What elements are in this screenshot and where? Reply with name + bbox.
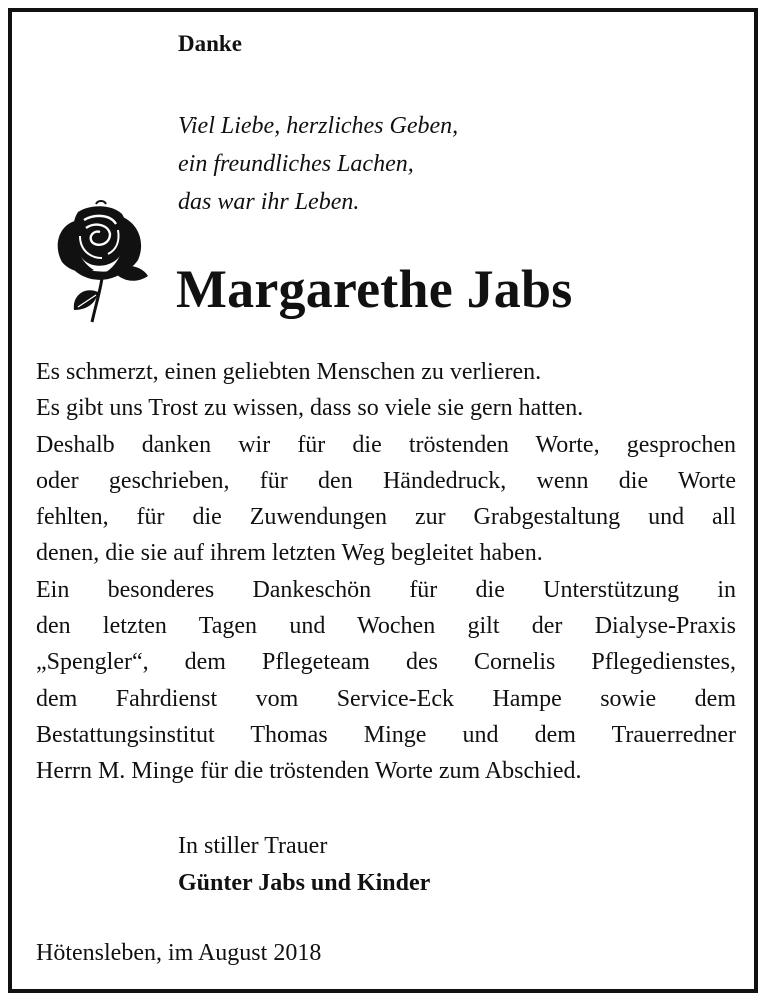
body-line: fehlten, für die Zuwendungen zur Grabgestaltung und all: [36, 504, 736, 531]
rose-icon: [50, 200, 150, 325]
body-line: Es gibt uns Trost zu wissen, dass so viele sie gern hatten.: [36, 395, 584, 422]
verse-line: Viel Liebe, herzliches Geben,: [178, 113, 459, 139]
notice-body: [36, 354, 736, 790]
place-date: Hötensleben, im August 2018: [36, 940, 322, 966]
body-line: „Spengler“, dem Pflegeteam des Cornelis Pflegedienstes,: [36, 649, 736, 676]
body-line: denen, die sie auf ihrem letzten Weg begleitet haben.: [36, 540, 543, 567]
body-line: oder geschrieben, für den Händedruck, wenn die Worte: [36, 467, 736, 494]
verse-line: das war ihr Leben.: [178, 189, 360, 215]
body-line: Ein besonderes Dankeschön für die Unterstützung in: [36, 576, 736, 603]
body-line: Deshalb danken wir für die tröstenden Worte, gesprochen: [36, 431, 736, 458]
notice-verse: [178, 107, 458, 221]
verse-line: ein freundliches Lachen,: [178, 151, 414, 177]
notice-heading: Danke: [178, 31, 242, 56]
body-line: Bestattungsinstitut Thomas Minge und dem Trauerredner: [36, 721, 736, 748]
mourning-line: In stiller Trauer: [178, 833, 328, 859]
family-signature: Günter Jabs und Kinder: [178, 870, 431, 896]
body-line: Es schmerzt, einen geliebten Menschen zu verlieren.: [36, 359, 542, 385]
body-line: den letzten Tagen und Wochen gilt der Dialyse-Praxis: [36, 613, 736, 640]
body-line: dem Fahrdienst vom Service-Eck Hampe sowie dem: [36, 685, 736, 712]
notice-frame: [8, 8, 758, 993]
body-line: Herrn M. Minge für die tröstenden Worte zum Abschied.: [36, 758, 582, 785]
deceased-name: Margarethe Jabs: [176, 259, 573, 319]
